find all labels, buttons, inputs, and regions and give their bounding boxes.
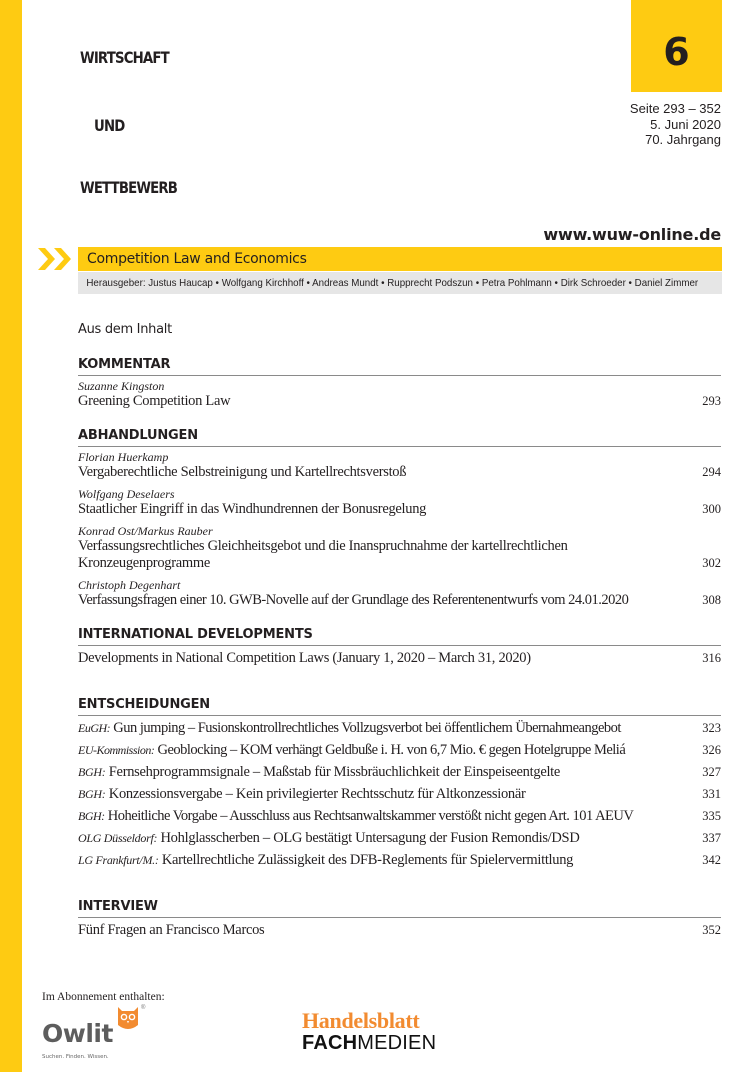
issue-volume: 70. Jahrgang	[645, 132, 721, 147]
toc-entry[interactable]	[78, 488, 721, 518]
toc-entry[interactable]	[78, 380, 721, 410]
entry-title: Fernsehprogrammsignale – Maßstab für Missbräuchlichkeit der Einspeiseentgelte	[108, 764, 561, 780]
entry-page: 337	[702, 831, 721, 845]
entry-title: Verfassungsfragen einer 10. GWB-Novelle auf der Grundlage des Referentenentwurfs vom 24.01.2020	[78, 592, 629, 608]
entry-court: EU-Kommission:	[78, 743, 155, 757]
title-line-2: UND	[94, 116, 125, 135]
issue-meta	[630, 101, 721, 148]
entry-author: Christoph Degenhart	[78, 578, 181, 592]
issue-pages: Seite 293 – 352	[629, 101, 721, 116]
section-heading: ABHANDLUNGEN	[78, 428, 721, 447]
entry-court: EuGH:	[78, 721, 111, 735]
entry-page: 352	[702, 923, 721, 937]
entry-page: 327	[702, 765, 721, 779]
entry-title: Verfassungsrechtliches Gleichheitsgebot und die Inanspruchnahme der kartellrechtlichen Kronzeugenprogramme	[78, 538, 568, 571]
entry-page: 331	[702, 787, 721, 801]
owlit-tagline: Suchen. Finden. Wissen.	[42, 1054, 109, 1060]
entry-title: Konzessionsvergabe – Kein privilegierter Rechtsschutz für Altkonzessionär	[108, 786, 526, 802]
section-heading: ENTSCHEIDUNGEN	[78, 697, 721, 716]
journal-subtitle: Competition Law and Economics	[87, 251, 307, 267]
entry-page: 323	[702, 721, 721, 735]
entry-author: Konrad Ost/Markus Rauber	[78, 524, 213, 538]
entry-page: 294	[702, 465, 721, 479]
entry-title: Greening Competition Law	[78, 393, 231, 409]
entry-court: BGH:	[78, 787, 106, 801]
issue-date: 5. Juni 2020	[650, 116, 721, 132]
entry-title: Fünf Fragen an Francisco Marcos	[78, 922, 265, 938]
toc-entry[interactable]	[78, 830, 721, 847]
editors-bar	[78, 272, 722, 294]
entry-title: Developments in National Competition Laws (January 1, 2020 – March 31, 2020)	[78, 650, 531, 666]
entry-court: OLG Düsseldorf:	[78, 831, 158, 845]
entry-page: 302	[702, 556, 721, 570]
publisher-bold-part: FACH	[302, 1032, 358, 1054]
section-kommentar	[78, 357, 721, 410]
toc-intro: Aus dem Inhalt	[78, 322, 172, 337]
editors-list: Herausgeber: Justus Haucap • Wolfgang Kirchhoff • Andreas Mundt • Rupprecht Podszun • Petra Pohlmann • Dirk Schroeder • Daniel Zimmer	[86, 277, 699, 289]
entry-author: Florian Huerkamp	[78, 450, 169, 464]
entry-court: BGH:	[78, 765, 106, 779]
toc-entry[interactable]	[78, 650, 721, 667]
owlit-logo[interactable]	[42, 1005, 162, 1065]
owlit-wordmark: Owlit	[42, 1019, 113, 1048]
toc-entry[interactable]	[78, 786, 721, 803]
section-heading: INTERNATIONAL DEVELOPMENTS	[78, 627, 721, 646]
section-interview	[78, 899, 721, 939]
entry-page: 335	[702, 809, 721, 823]
section-abhandlungen	[78, 428, 721, 609]
toc-entry[interactable]	[78, 720, 721, 737]
section-international-developments	[78, 627, 721, 667]
website-link[interactable]: www.wuw-online.de	[543, 225, 721, 244]
toc-entry[interactable]	[78, 852, 721, 869]
title-line-1: WIRTSCHAFT	[80, 48, 169, 67]
toc-entry[interactable]	[78, 525, 721, 572]
toc-entry[interactable]	[78, 451, 721, 481]
entry-page: 293	[702, 394, 721, 408]
publisher-name-bottom	[302, 1032, 436, 1054]
toc-entry[interactable]	[78, 922, 721, 939]
entry-page: 308	[702, 593, 721, 607]
toc-entry[interactable]	[78, 808, 721, 825]
table-of-contents	[78, 322, 721, 957]
toc-entry[interactable]	[78, 579, 721, 609]
issue-number: 6	[663, 30, 690, 74]
registered-mark: ®	[141, 1005, 146, 1011]
section-heading: KOMMENTAR	[78, 357, 721, 376]
entry-page: 342	[702, 853, 721, 867]
handelsblatt-fachmedien-logo[interactable]	[302, 1010, 436, 1054]
subtitle-bar	[78, 247, 722, 271]
owl-icon	[117, 1007, 139, 1033]
entry-author: Wolfgang Deselaers	[78, 487, 175, 501]
issue-number-box	[631, 0, 722, 92]
double-chevron-icon	[38, 246, 76, 272]
section-entscheidungen	[78, 697, 721, 869]
publisher-name-top: Handelsblatt	[302, 1008, 420, 1033]
entry-author: Suzanne Kingston	[78, 379, 165, 393]
entry-title: Kartellrechtliche Zulässigkeit des DFB-Reglements für Spielervermittlung	[161, 852, 574, 868]
entry-title: Hohlglasscherben – OLG bestätigt Untersagung der Fusion Remondis/DSD	[160, 830, 580, 846]
entry-title: Vergaberechtliche Selbstreinigung und Kartellrechtsverstoß	[78, 464, 407, 480]
entry-title: Staatlicher Eingriff in das Windhundrennen der Bonusregelung	[78, 501, 427, 517]
entry-title: Gun jumping – Fusionskontrollrechtliches Vollzugsverbot bei öffentlichem Übernahmeangebot	[113, 720, 621, 736]
yellow-side-strip	[0, 0, 22, 1072]
entry-title: Geoblocking – KOM verhängt Geldbuße i. H. von 6,7 Mio. € gegen Hotelgruppe Meliá	[157, 742, 626, 758]
title-line-3: WETTBEWERB	[80, 178, 178, 197]
entry-page: 316	[702, 651, 721, 665]
entry-court: LG Frankfurt/M.:	[78, 853, 159, 867]
entry-court: BGH:	[78, 809, 105, 823]
publisher-regular-part: MEDIEN	[357, 1032, 437, 1054]
entry-title: Hoheitliche Vorgabe – Ausschluss aus Rechtsanwaltskammer verstößt nicht gegen Art. 101 AEUV	[107, 808, 634, 824]
subscription-label: Im Abonnement enthalten:	[42, 991, 165, 1003]
toc-entry[interactable]	[78, 764, 721, 781]
section-heading: INTERVIEW	[78, 899, 721, 918]
entry-page: 326	[702, 743, 721, 757]
toc-entry[interactable]	[78, 742, 721, 759]
entry-page: 300	[702, 502, 721, 516]
